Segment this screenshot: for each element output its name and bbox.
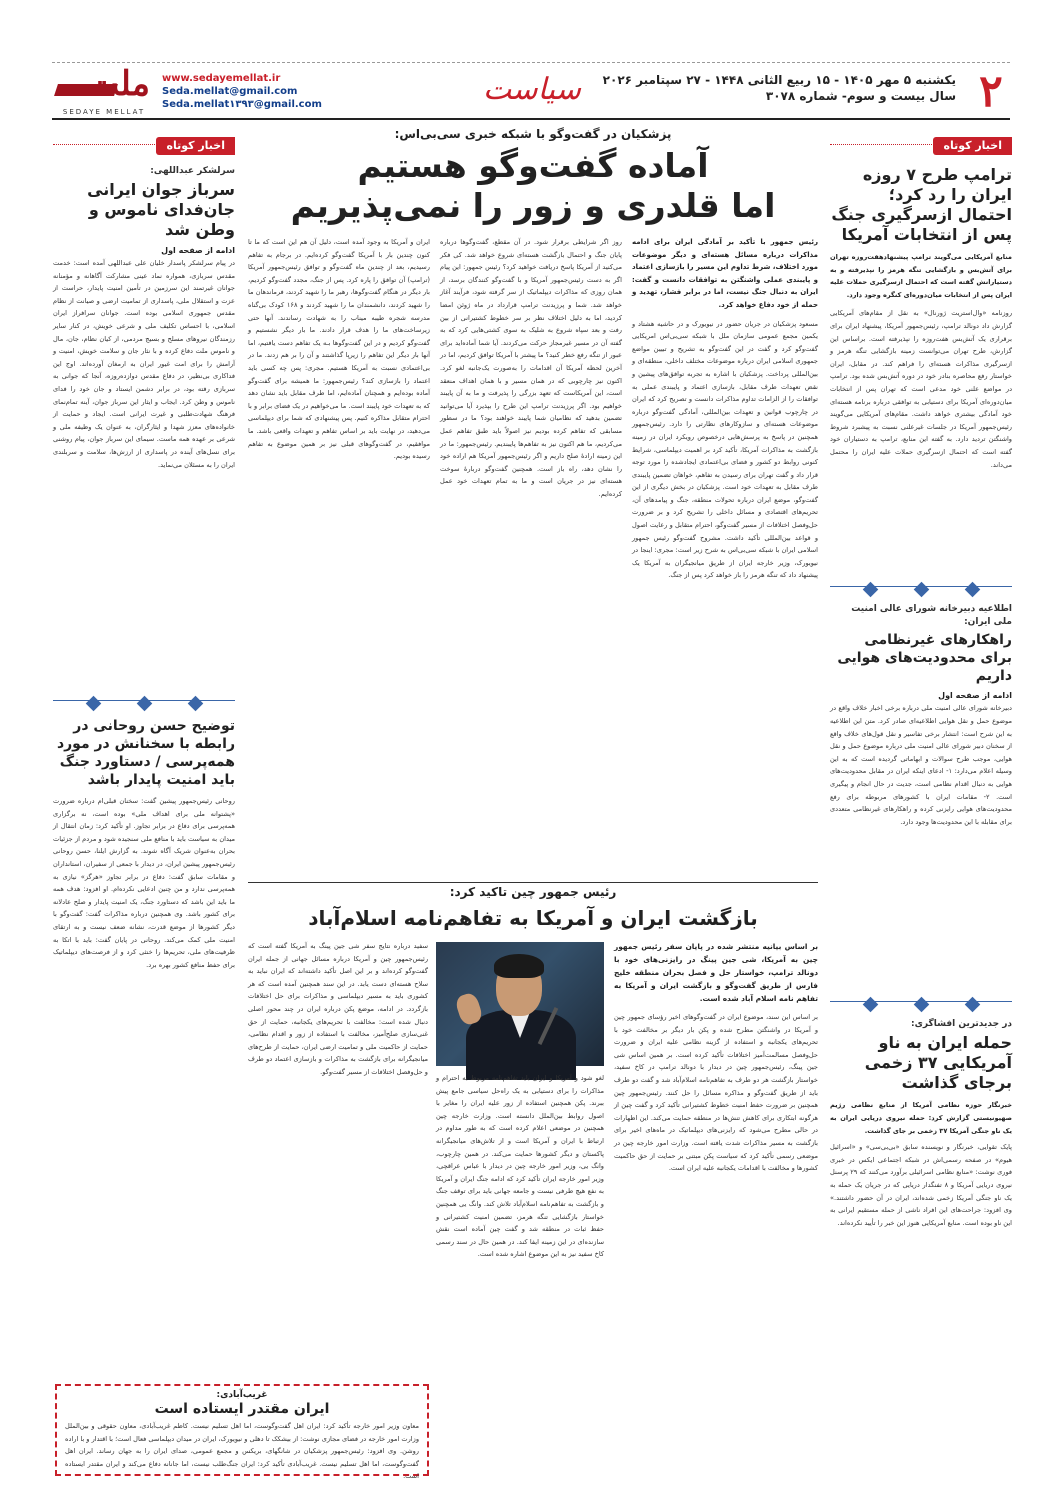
story-kicker: در جدیدترین افشاگری: [911, 1019, 1012, 1030]
diamond-icon [187, 696, 203, 712]
lead-summary: رئیس جمهور با تأکید بر آمادگی ایران برای ادامه مذاکرات درباره مسائل هسته‌ای و دیگر موضوعات مورد اختلاف، شرط تداوم این مسیر را بازسازی اعتماد و پایبندی عملی واشنگتن به توافقات دانست و گفت: ایران به دنبال جنگ نیست، اما در برابر فشار، تهدید و حمله از خود دفاع خواهد کرد. [632, 238, 818, 309]
diamond-icon [85, 696, 101, 712]
lead-story [248, 124, 818, 234]
story-headline[interactable]: ترامپ طرح ۷ روزه ایران را رد کرد؛ احتمال ازسرگیری جنگ پس از انتخابات آمریکا [831, 165, 1012, 244]
separator [830, 992, 1012, 1010]
lead-text-1: مسعود پزشکیان در جریان حضور در نیویورک و در حاشیه هشتاد و یکمین مجمع عمومی سازمان ملل با شبکه سی‌بی‌اس امریکایی گفت‌وگو کرد و گفت در این گفت‌وگو به تشریح و تبیین مواضع جمهوری اسلامی ایران درباره موضوعات مختلف داخلی، منطقه‌ای و بین‌المللی پرداخت. پزشکیان با اشاره به تجربه توافق‌های پیشین و نقض تعهدات طرف مقابل، بازسازی اعتماد و پایبندی عملی به توافقات را از الزامات تداوم مذاکرات دانست و تصریح کرد که ایران در چارچوب قوانین و تعهدات بین‌المللی، آمادگی گفت‌وگو درباره موضوعات هسته‌ای و سازوکارهای نظارتی را دارد. رئیس‌جمهور همچنین در پاسخ به پرسش‌هایی درخصوص رویکرد ایران در زمینه بازگشت به مذاکرات آمریکا، تأکید کرد بر اهمیت دیپلماسی، شرایط کنونی روابط دو کشور و فضای بی‌اعتمادی ایجادشده را مورد توجه قرار داد و گفت تهران برای رسیدن به تفاهم، خواهان تضمین پایبندی طرف مقابل به تعهدات خود است. پزشکیان در بخش دیگری از این گفت‌وگو، موضع ایران درباره تحولات منطقه، جنگ و پیامدهای آن، تحریم‌های اقتصادی و مسائل داخلی را تشریح کرد و بر ضرورت حل‌وفصل اختلافات از مسیر گفت‌وگو، احترام متقابل و رعایت اصول و قواعد بین‌المللی تأکید داشت. مشروح گفت‌وگو رئیس جمهور اسلامی ایران با شبکه سی‌بی‌اس به شرح زیر است: مجری: اینجا در نیویورک، وزیر خارجه ایران از طریق میانجیگران به آمریکا یک پیشنهاد داد که تنگه هرمز را باز خواهد کرد پس از جنگ. [632, 319, 818, 580]
story-kicker: اطلاعیه دبیرخانه شورای عالی امنیت ملی ایران: [851, 604, 1012, 628]
short-news-tag: اخبار کوتاه [156, 137, 235, 155]
second-text-2: لغو شود و آمریکا و ایران باید تفاهم‌نامه مربوط به احترام و مذاکرات را برای دستیابی به یک راه‌حل سیاسی جامع پیش ببرند. پکن همچنین استفاده از زور علیه ایران را مغایر با اصول روابط بین‌الملل دانسته است. وزارت خارجه چین همچنین در موضعی اعلام کرده است که به طور مداوم در ارتباط با ایران و آمریکا است و از تلاش‌های میانجیگرانه پاکستان و دیگر کشورها حمایت می‌کند. در همین چارچوب، وانگ یی، وزیر امور خارجه چین در دیدار با عباس عراقچی، وزیر امور خارجه ایران تأکید کرد که ادامه جنگ ایران و آمریکا به نفع هیچ طرفی نیست و جامعه جهانی باید برای توقف جنگ و بازگشت به تفاهم‌نامه اسلام‌آباد تلاش کند. وانگ یی همچنین خواستار بازگشایی تنگه هرمز، تضمین امنیت کشتیرانی و حفظ ثبات در منطقه شد و گفت چین آماده است نقش سازنده‌ای در این زمینه ایفا کند. در همین حال در سند رسمی کاخ سفید نیز به این موضوع اشاره شده است. [436, 1074, 604, 1259]
diamond-icon [964, 582, 980, 598]
contact-info [162, 72, 332, 111]
story-headline[interactable]: راهکارهای غیرنظامی برای محدودیت‌های هوایی داریم [837, 632, 1012, 685]
photo-hair [494, 954, 544, 978]
lead-kicker: پزشکیان در گفت‌وگو با شبکه خبری سی‌بی‌اس: [394, 127, 672, 141]
second-column-3 [248, 940, 428, 1380]
email-link-1[interactable]: Seda.mellat@gmail.com [162, 86, 298, 97]
story-headline[interactable]: حمله ایران به ناو آمریکایی ۳۷ زخمی برجای گذاشت [864, 1033, 1012, 1093]
separator [53, 691, 235, 709]
email-link-2[interactable]: Seda.mellat۱۳۹۳@gmail.com [162, 99, 322, 110]
top-dashed-rule [52, 62, 1010, 63]
newspaper-logo [52, 64, 156, 116]
diamond-icon [136, 696, 152, 712]
second-column-2 [436, 1072, 604, 1476]
lead-headline-line-1: آماده گفت‌وگو هستیم [357, 146, 709, 185]
story-lead: خبرنگار حوزه نظامی آمریکا از منابع نظامی رژیم صهیونیستی گزارش کرد: حمله نیروی دریایی ایران به یک ناو جنگی آمریکا ۳۷ زخمی بر جای گذاشت. [830, 1101, 1012, 1135]
xi-jinping-photo [436, 942, 604, 1066]
quote-kicker: غریب‌آبادی: [216, 1390, 268, 1400]
story-body: روحانی رئیس‌جمهور پیشین گفت: سخنان قبلی‌ام درباره ضرورت «پشتوانه ملی برای اهداف ملی» بوده است، نه برگزاری همه‌پرسی برای دفاع در برابر تجاوز. او تأکید کرد: زمان انتقال از میدان به سیاست باید با منافع ملی سنجیده شود و مردم از جزئیات بحران به‌عنوان شریک آگاه شوند. به گزارش ایلنا، حسن روحانی رئیس‌جمهور پیشین ایران، در دیدار با جمعی از سفیران، استانداران و مقامات سابق گفت: دفاع در برابر تجاوز «هرگز» نیازی به همه‌پرسی ندارد و من چنین ادعایی نکرده‌ام. او افزود: هدف همه ما باید این باشد که دستاورد جنگ، یک امنیت پایدار و صلح عادلانه برای کشور باشد. وی همچنین درباره مذاکرات گفت: گفت‌وگو با دیگر کشورها از موضع قدرت، نشانه ضعف نیست و به ارتقای امنیت ملی کمک می‌کند. روحانی در پایان گفت: باید با اتکا به ظرفیت‌های ملی، تحریم‌ها را خنثی کرد و از فرصت‌های دیپلماتیک برای حفظ منافع کشور بهره برد. [53, 797, 235, 969]
logo-english: SEDAYE MELLAT [62, 108, 146, 116]
diamond-icon [913, 997, 929, 1013]
quote-headline[interactable]: ایران مقتدر ایستاده است [154, 1401, 330, 1417]
lead-text-3: ایران و آمریکا به وجود آمده است، دلیل آن هم این است که ما تا کنون چندین بار با آمریکا گفت‌وگو کرده‌ایم. در برجام به تفاهم رسیدیم، بعد از چندین ماه گفت‌وگو و توافق رئیس‌جمهور آمریکا (ترامپ) آن توافق را پاره کرد. پس از جنگ، مجدد گفت‌وگو کردیم، بار دیگر در هنگام گفت‌وگوها، رهبر ما را شهید کردند، فرماندهان ما را شهید کردند، دانشمندان ما را شهید کردند و ۱۶۸ کودک بی‌گناه مدرسه شجره طیبه میناب را به شهادت رساندند. آنها حتی زیرساخت‌های ما را هدف قرار دادند. ما بار دیگر نشستیم و گفت‌وگو کردیم و در این گفت‌وگوها بـه یک تفاهم دست یافتیم، اما آنها بار دیگر این تفاهم را زیرپا گذاشتند و آن را بر هم زدند. ما در بی‌اعتمادی نسبت به آمریکا هستیم. مجری: پس چه کسی باید اعتماد را بازسازی کند؟ رئیس‌جمهور: ما همیشه برای گفت‌وگو آماده بوده‌ایم و همچنان آماده‌ایم، اما طرف مقابل باید نشان دهد که به تعهدات خود پایبند است. ما می‌خواهیم در یک فضای برابر و با احترام متقابل مذاکره کنیم. پس پیشنهادی که شما برای دیپلماسی می‌دهید، در نهایت باید بر اساس تفاهم و تعهدات واقعی باشد. ما موافقیم، در گفت‌وگوهای قبلی نیز بر همین موضوع به تفاهم رسیده بودیم. [248, 238, 430, 461]
left-news-column [53, 134, 235, 1364]
quote-body: معاون وزیر امور خارجه تأکید کرد: ایران اهل گفت‌وگوست، اما اهل تسلیم نیست. کاظم غریب‌آبادی، معاون حقوقی و بین‌الملل وزارت امور خارجه در فضای مجازی نوشت: از بیشکک تا دهلی و نیویورک، ایران در میدان دیپلماسی فعال است؛ با اقتدار و با اراده روشن. وی افزود: رئیس‌جمهور پزشکیان در شانگهای، بریکس و مجمع عمومی، صدای ایران را به جهان رساند. ایران اهل گفت‌وگوست، اما اهل تسلیم نیست. غریب‌آبادی تأکید کرد: ایران جنگ‌طلب نیست، اما جانانه دفاع می‌کند و ایران مقتدر ایستاده است. [65, 1422, 419, 1481]
lead-column-2 [440, 236, 622, 882]
diamond-icon [862, 997, 878, 1013]
masthead-rule [52, 118, 1010, 120]
date-line: یکشنبه ۵ مهر ۱۴۰۵ - ۱۵ ربیع الثانی ۱۴۴۸ - ۲۷ سپتامبر ۲۰۲۶ [602, 73, 956, 87]
story-lead: منابع آمریکایی می‌گویند ترامپ پیشنهادهفت‌روزه تهران برای آتش‌بس و بازگشایی تنگه هرمز را نپذیرفته و به دستیارانش گفته است که احتمال ازسرگیری حملات علیه ایران پس از انتخابات میان‌دوره‌ای کنگره وجود دارد. [830, 253, 1012, 299]
story-body: دبیرخانه شورای عالی امنیت ملی درباره برخی اخبار خلاف واقع در موضوع حمل و نقل هوایی اطلاعیه‌ای صادر کرد. متن این اطلاعیه به این شرح است: انتشار برخی تفاسیر و نقل قول‌های خلاف واقع از سخنان دبیر شورای عالی امنیت ملی درباره موضوع حمل و نقل هوایی، موجب طرح سوالات و ابهاماتی گردیده است که به این وسیله اعلام می‌دارد: ۱- ادعای اینکه ایران در مقابل محدودیت‌های هوایی به دنبال اقدام نظامی است، جدیت در حال انجام و پیگیری است. ۲- مقامات ایران با کشورهای مربوطه برای رفع محدودیت‌های هوایی رایزنی کرده و راهکارهای غیرنظامی متعددی برای مقابله با این محدودیت‌ها وجود دارد. [830, 704, 1012, 826]
story-body: در پیام سرلشکر پاسدار خلیان علی عبداللهی آمده است: خدمت مقدس سربازی، همواره نماد عینی مشارکت آگاهانه و مؤمنانه جوانان غیرتمند این سرزمین در تأمین امنیت پایدار، حراست از عزت و استقلال ملی، پاسداری از تمامیت ارضی و صیانت از نظام مقدس جمهوری اسلامی بوده است. جوانان سرافراز ایران اسلامی، با احساس تکلیف ملی و شرعی خویش، در کنار سایر رزمندگان نیروهای مسلح و بسیج مردمی، از کیان نظام، جان، مال و ناموس ملت دفاع کرده و با نثار جان و سلامت خویش، امنیت و آرامش را برای امت غیور ایران به ارمغان آورده‌اند. اوج این فداکاری بی‌نظیر، در دفاع مقدس دوازده‌روزه، آنجا که جوانی به سربازی رفته بود، در برابر دشمن ایستاد و جان خود را فدای ناموس و وطن کرد. ایجاب و ایثار این سرباز جوان، آینه تمام‌نمای فرهنگ شهادت‌طلبی و غیرت ایرانی است. ایجاد و حمایت از خانواده‌های معزز شهدا و ایثارگران، به عنوان یک وظیفه ملی و شرعی بر عهده همه ماست. سیمای این سرباز جوان، پیام روشنی برای نسل‌های آینده در پاسداری از ارزش‌ها، سلامت و سربلندی ایران را به مسئلان می‌نماید. [53, 259, 235, 469]
second-column-1 [614, 940, 818, 1476]
website-link[interactable]: www.sedayemellat.ir [162, 73, 281, 84]
lead-text-2: روز اگر شرایطی برقرار شود. در آن مقطع، گفت‌وگوها درباره پایان جنگ و احتمال بازگشت هسته‌ای شروع خواهد شد. کی فکر می‌کنید از آمریکا پاسخ دریافت خواهید کرد؟ رئیس جمهور: این پیام اگر به دست رئیس‌جمهور آمریکا و با گفت‌وگو کنندگان برسد، از همان روزی که مذاکرات دیپلماتیک از سر گرفته شود، فرآیند آغاز خواهد شد. شما و پرزیدنت ترامپ قرارداد در ماه ژوئن امضا کردید، اما به دلیل اختلاف نظر بر سر خطوط کشتیرانی از بین رفت و بعد سپاه شروع به شلیک به سوی کشتی‌هایی کرد که به گفته آن در مسیر غیرمجاز حرکت می‌کردند. آیا شما آماده‌اید برای عبور از تنگه رفع خطر کنید؟ ما پیشتر با آمریکا توافق کردیم، اما در آخرین لحظه آمریکا آن اقدامات را به‌صورت یک‌جانبه لغو کرد. اکنون نیز چارچوبی که در همان مسیر و با همان اهداف منعقد است، این آمریکاست که تعهد بزرگی را پذیرفت و ما به آن پایبند خواهیم بود. اگر پرزیدنت ترامپ این طرح را بپذیرد آیا می‌توانید تضمین بدهید که نظامیان شما پایبند خواهند بود؟ ما در سطور مسابقی که تفاهم کرده بودیم نیز اصولاً باید طبق تفاهم عمل می‌کردیم، ما هم اکنون نیز به تفاهم‌ها پایبندیم. رئیس‌جمهور: ما در این زمینه ارادهٔ صلح داریم و اگر رئیس‌جمهور آمریکا هم اراده خود را نشان دهد، راه باز است. همچنین گفت‌وگو دربارهٔ سوخت هسته‌ای نیز در جریان است و ما به تمام تعهدات خود عمل کرده‌ایم. [440, 238, 622, 498]
story-body: روزنامه «وال‌استریت ژورنال» به نقل از مقام‌های آمریکایی گزارش داد دونالد ترامپ، رئیس‌جمهور آمریکا، پیشنهاد ایران برای برقراری یک آتش‌بس هفت‌روزه را نپذیرفته است. براساس این گزارش، طرح تهران می‌توانست زمینه بازگشایی تنگه هرمز و ازسرگیری مذاکرات هسته‌ای را فراهم کند. در مقابل، ایران خواستار رفع محاصره بنادر خود در دوره آتش‌بس شده بود. ترامپ در مواضع علنی خود مدعی است که تهران پس از انتخابات میان‌دوره‌ای آمریکا برای دستیابی به توافقی درباره برنامه هسته‌ای خود آمادگی بیشتری خواهد داشت. مقام‌های آمریکایی می‌گویند رئیس‌جمهور آمریکا در جلسات غیرعلنی نسبت به پیشبرد شروط واشنگتن تردید دارد. به گفته این منابع، ترامپ به دستیاران خود گفته است که احتمال ازسرگیری حملات علیه ایران را محتمل می‌داند. [830, 309, 1012, 469]
lead-column-3 [248, 236, 430, 882]
lead-headline[interactable] [248, 146, 818, 226]
story-headline[interactable]: توضیح حسن روحانی در رابطه با سخنانش در مورد همه‌پرسی / دستاورد جنگ باید امنیت پایدار باشد [56, 718, 235, 788]
short-news-tag: اخبار کوتاه [933, 137, 1012, 155]
second-text-1: بر اساس این سند، موضوع ایران در گفت‌وگوهای اخیر رؤسای جمهور چین و آمریکا در واشنگتن مطرح شده و پکن بار دیگر بر مخالفت خود با تحریم‌های یکجانبه و استفاده از گزینه نظامی علیه ایران و ضرورت حل‌وفصل مسالمت‌آمیز اختلافات تأکید کرده است. بر همین اساس شی جین پینگ، رئیس‌جمهور چین در دیدار با دونالد ترامپ در کاخ سفید، خواستار بازگشت هر دو طرف به تفاهم‌نامه اسلام‌آباد شد و گفت دو طرف باید از طریق گفت‌وگو و مذاکره مسائل را حل کنند. رئیس‌جمهور چین همچنین بر ضرورت حفظ امنیت خطوط کشتیرانی تأکید کرد و گفت چین از هرگونه ابتکاری برای کاهش تنش‌ها در منطقه حمایت می‌کند. این اظهارات در حالی مطرح می‌شود که رایزنی‌های دیپلماتیک در ماه‌های اخیر برای بازگشت به مسیر مذاکرات شدت یافته است. وزارت امور خارجه چین در موضعی رسمی تأکید کرد که سیاست پکن مبتنی بر حمایت از حق حاکمیت کشورها و مخالفت با اقدامات یکجانبه علیه ایران است. [614, 1013, 818, 1173]
section-title: سیاست [483, 72, 581, 107]
separator [830, 577, 1012, 595]
quote-box [55, 1384, 429, 1481]
story-headline[interactable]: سرباز جوان ایرانی جان‌فدای ناموس و وطن شد [87, 180, 235, 239]
story-body: پایک تقوایی، خبرنگار و نویسنده سابق «بی‌بی‌سی» و «اسرائیل هیوم» در صفحه رسمی‌اش در شبکه اجتماعی ایکس در خبری فوری نوشت: «منابع نظامی اسرائیلی برآورد می‌کنند که ۲۹ پرسنل نیروی دریایی آمریکا و ۸ تفنگدار دریایی که در جریان یک حمله به یک ناو جنگی آمریکا زخمی شده‌اند، ایران در آن حضور داشتند.» وی افزود: جراحت‌های این افراد ناشی از حمله مستقیم ایرانی به این ناو بوده است. منابع آمریکایی هنوز این خبر را تأیید نکرده‌اند. [830, 1143, 1013, 1227]
section-rule [248, 882, 818, 883]
page-number: ۲ [979, 66, 1003, 117]
diamond-icon [913, 582, 929, 598]
lead-column-1 [632, 236, 818, 882]
second-headline[interactable]: بازگشت ایران و آمریکا به تفاهم‌نامه اسلام‌آباد [308, 906, 758, 930]
masthead [52, 64, 1012, 117]
second-lead: بر اساس بیانیه منتشر شده در پایان سفر رئیس جمهور چین به آمریکا، شی جین پینگ در رایزنی‌های خود با دونالد ترامپ، خواستار حل و فصل بحران منطقه خلیج فارس از طریق گفت‌وگو و بازگشت ایران و آمریکا به تفاهم نامه اسلام آباد شده است. [614, 942, 818, 1003]
diamond-icon [862, 582, 878, 598]
continued-note: ادامه از صفحه اول [161, 246, 235, 255]
second-text-3: سفید درباره نتایج سفر شی جین پینگ به آمریکا گفته است که رئیس‌جمهور چین و آمریکا درباره مسائل جهانی از جمله ایران گفت‌وگو کرده‌اند و بر این اصل تأکید داشته‌اند که ایران نباید به سلاح هسته‌ای دست یابد. در این سند همچنین آمده است که هر کشوری باید به مسیر دیپلماسی و مذاکرات برای حل اختلافات بازگردد. در ادامه، موضع پکن درباره ایران در چند محور اصلی دنبال شده است: مخالفت با تحریم‌های یکجانبه، حمایت از حق غنی‌سازی صلح‌آمیز، مخالفت با استفاده از زور و اقدام نظامی، حمایت از حاکمیت ملی و تمامیت ارضی ایران، حمایت از طرح‌های میانجیگرانه برای بازگشت به مذاکرات و بازسازی اعتماد دو طرف و حل‌وفصل اختلافات از مسیر گفت‌وگو. [248, 942, 428, 1076]
lead-headline-line-2: اما قلدری و زور را نمی‌پذیریم [290, 186, 776, 225]
continued-note: ادامه از صفحه اول [938, 691, 1012, 701]
logo-wordmark: ملت [87, 64, 150, 104]
masthead-dateline [602, 72, 956, 104]
second-kicker: رئیس جمهور چین تاکید کرد: [449, 885, 617, 899]
diamond-icon [964, 997, 980, 1013]
story-kicker: سرلشکر عبداللهی: [150, 166, 235, 176]
issue-line: سال بیست و سوم- شماره ۳۰۷۸ [765, 89, 956, 103]
right-news-column [830, 134, 1012, 1434]
